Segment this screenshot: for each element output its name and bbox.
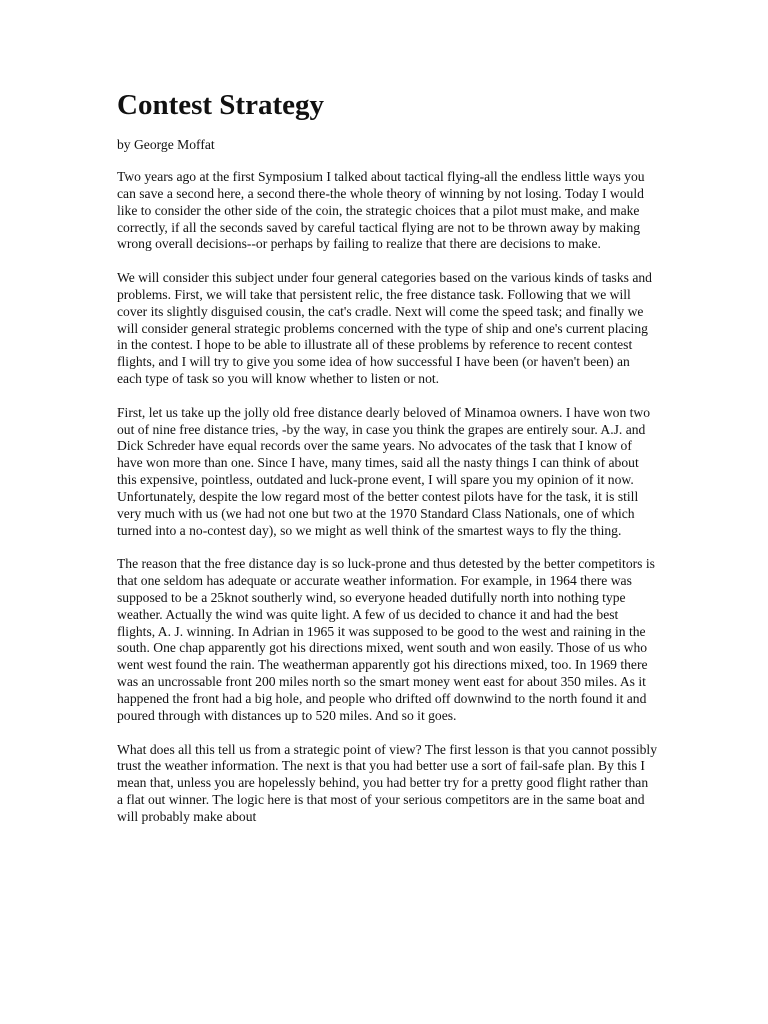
document-title: Contest Strategy <box>117 89 324 121</box>
paragraph-4: The reason that the free distance day is so luck-prone and thus detested by the better competitors is that one seldom has adequate or accurate weather information. For example, in 1964 there was supposed to be a 25knot southerly wind, so everyone headed dutifully north into nothing type weather. Actually the wind was quite light. A few of us decided to chance it and had the best flights, A. J. winning. In Adrian in 1965 it was supposed to be good to the west and raining in the south. One chap apparently got his directions mixed, went south and won easily. Those of us who went west found the rain. The weatherman apparently got his directions mixed, too. In 1969 there was an uncrossable front 200 miles north so the smart money went east for about 350 miles. As it happened the front had a big hole, and people who drifted off downwind to the north found it and poured through with distances up to 520 miles. And so it goes. <box>117 556 655 723</box>
byline: by George Moffat <box>117 137 215 152</box>
paragraph-5: What does all this tell us from a strategic point of view? The first lesson is that you cannot possibly trust the weather information. The next is that you had better use a sort of fail-safe plan. By this I mean that, unless you are hopelessly behind, you had better try for a pretty good flight rather than a flat out winner. The logic here is that most of your serious competitors are in the same boat and will probably make about <box>117 741 657 824</box>
document-page <box>117 86 657 843</box>
paragraph-3: First, let us take up the jolly old free distance dearly beloved of Minamoa owners. I have won two out of nine free distance tries, -by the way, in case you think the grapes are entirely sour. A.J. and Dick Schreder have equal records over the same years. No advocates of the task that I know of have won more than one. Since I have, many times, said all the nasty things I can think of about this expensive, pointless, outdated and luck-prone event, I will spare you my opinion of it now. Unfortunately, despite the low regard most of the better contest pilots have for the task, it is still very much with us (we had not one but two at the 1970 Standard Class Nationals, one of which turned into a no-contest day), so we might as well think of the smartest ways to fly the thing. <box>117 404 651 538</box>
paragraph-1: Two years ago at the first Symposium I talked about tactical flying-all the endless little ways you can save a second here, a second there-the whole theory of winning by not losing. Today I would like to consider the other side of the coin, the strategic choices that a pilot must make, and make correctly, if all the seconds saved by careful tactical flying are not to be thrown away by making wrong overall decisions--or perhaps by failing to realize that there are decisions to make. <box>117 169 645 252</box>
paragraph-2: We will consider this subject under four general categories based on the various kinds of tasks and problems. First, we will take that persistent relic, the free distance task. Following that we will cover its slightly disguised cousin, the cat's cradle. Next will come the speed task; and finally we will consider general strategic problems concerned with the type of ship and one's current placing in the contest. I hope to be able to illustrate all of these problems by reference to recent contest flights, and I will try to give you some idea of how successful I have been (or haven't been) an each type of task so you will know whether to listen or not. <box>117 270 652 387</box>
